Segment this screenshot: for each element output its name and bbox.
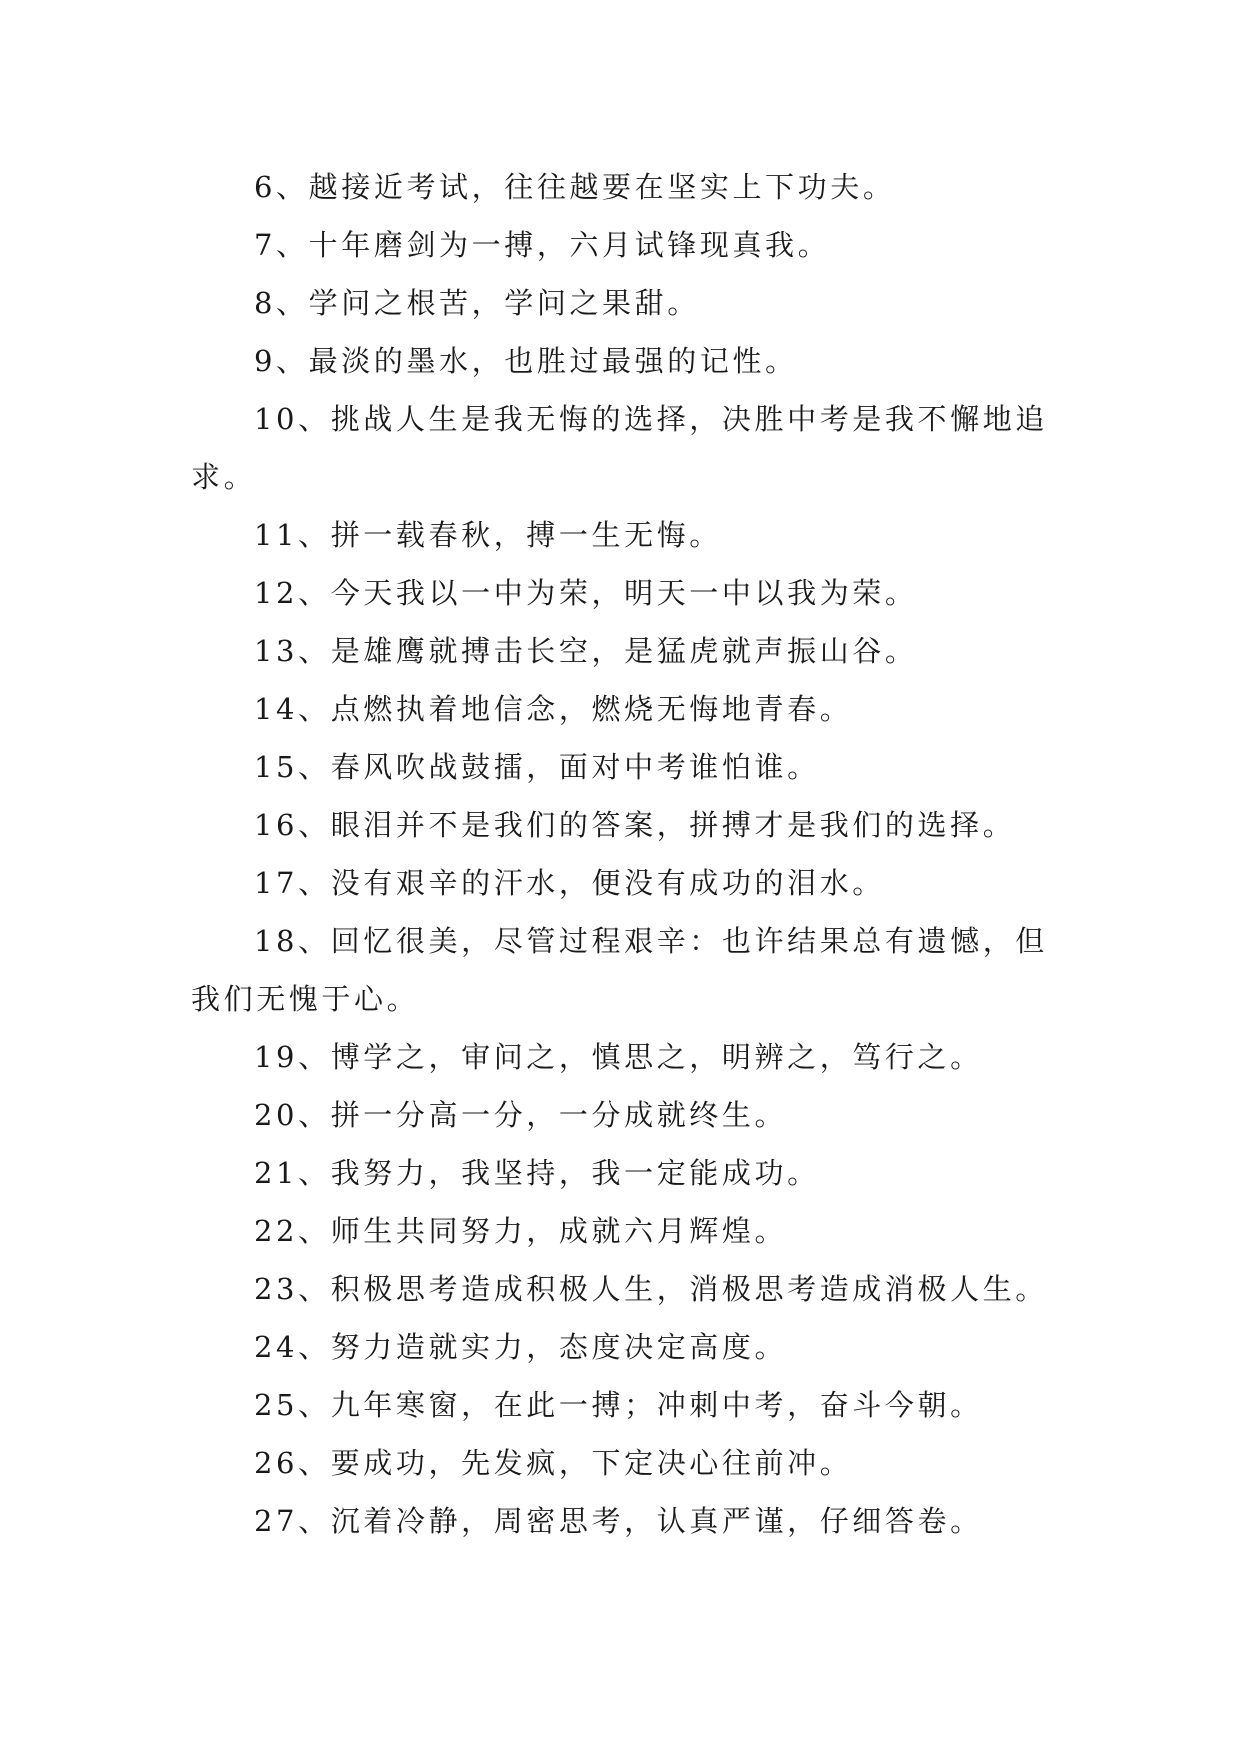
list-item: 27、沉着冷静，周密思考，认真严谨，仔细答卷。 bbox=[254, 1504, 983, 1538]
list-item: 7、十年磨剑为一搏，六月试锋现真我。 bbox=[254, 228, 831, 262]
list-item: 13、是雄鹰就搏击长空，是猛虎就声振山谷。 bbox=[254, 634, 918, 668]
list-item: 14、点燃执着地信念，燃烧无悔地青春。 bbox=[254, 692, 853, 726]
list-item: 17、没有艰辛的汗水，便没有成功的泪水。 bbox=[254, 866, 885, 900]
list-item: 25、九年寒窗，在此一搏；冲刺中考，奋斗今朝。 bbox=[254, 1388, 983, 1422]
list-item: 19、博学之，审问之，慎思之，明辨之，笃行之。 bbox=[254, 1040, 983, 1074]
list-item: 8、学问之根苦，学问之果甜。 bbox=[254, 286, 700, 320]
list-item: 16、眼泪并不是我们的答案，拼搏才是我们的选择。 bbox=[254, 808, 1016, 842]
list-item: 18、回忆很美，尽管过程艰辛：也许结果总有遗憾，但我们无愧于心。 bbox=[191, 924, 1048, 1016]
list-item: 26、要成功，先发疯，下定决心往前冲。 bbox=[254, 1446, 853, 1480]
list-item: 6、越接近考试，往往越要在坚实上下功夫。 bbox=[254, 170, 896, 204]
list-item: 15、春风吹战鼓擂，面对中考谁怕谁。 bbox=[254, 750, 820, 784]
list-item: 21、我努力，我坚持，我一定能成功。 bbox=[254, 1156, 820, 1190]
document-body bbox=[191, 158, 1071, 1550]
list-item: 12、今天我以一中为荣，明天一中以我为荣。 bbox=[254, 576, 918, 610]
list-item: 10、挑战人生是我无悔的选择，决胜中考是我不懈地追求。 bbox=[191, 402, 1048, 494]
list-item: 11、拼一载春秋，搏一生无悔。 bbox=[254, 518, 722, 552]
list-item: 24、努力造就实力，态度决定高度。 bbox=[254, 1330, 788, 1364]
list-item: 22、师生共同努力，成就六月辉煌。 bbox=[254, 1214, 788, 1248]
list-item: 23、积极思考造成积极人生，消极思考造成消极人生。 bbox=[254, 1272, 1048, 1306]
list-item: 9、最淡的墨水，也胜过最强的记性。 bbox=[254, 344, 798, 378]
list-item: 20、拼一分高一分，一分成就终生。 bbox=[254, 1098, 788, 1132]
